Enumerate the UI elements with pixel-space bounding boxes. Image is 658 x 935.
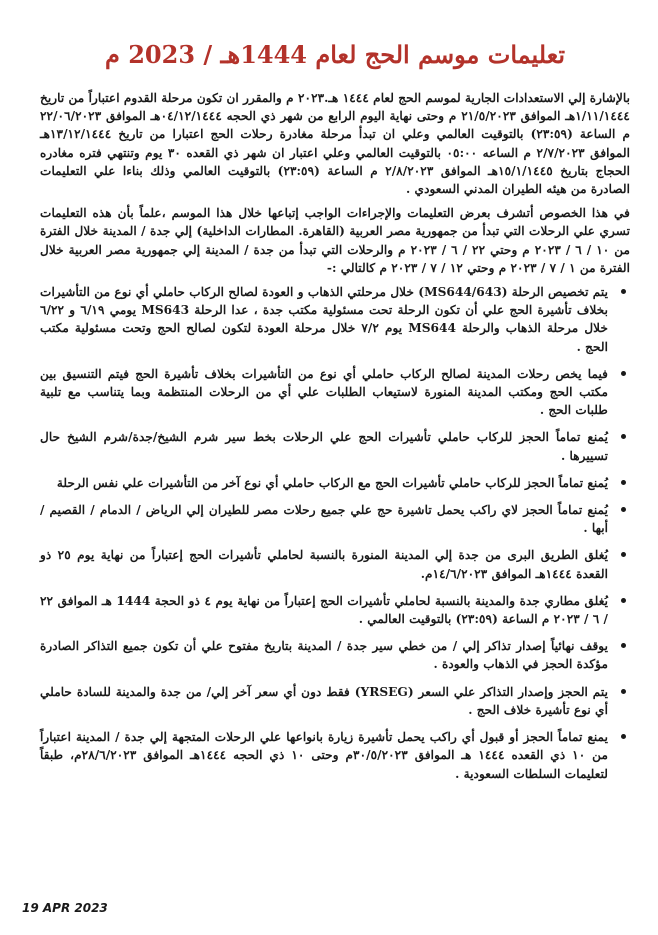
bullet-icon bbox=[621, 507, 626, 512]
intro-paragraph: بالإشارة إلي الاستعدادات الجارية لموسم الحج لعام ١٤٤٤ هـ.٢٠٢٣ م والمقرر ان تكون مرحلة القدوم اعتباراً من تاريخ ١/١١/١٤٤٤هـ الموافق ٢١/٥/٢٠٢٣ م وحتى نهاية اليوم الرابع من شهر ذي الحجه ٠٤/١٢/١٤٤٤هـ الموافق ٢٢/٠٦/٢٠٢٣ م الساعة (٢٣:٥٩) بالتوقيت العالمي وعلي ان تبدأ مرحلة مغادرة رحلات الحج اعتبارا من تاريخ ١٣/١٢/١٤٤٤هـ الموافق ٢/٧/٢٠٢٣ م الساعه ٠٥:٠٠ بالتوقيت العالمي وعلي اعتبار ان شهر ذي القعده ٣٠ يوم وتنتهي فتره مغادره الحجاج بتاريخ ١٥/١/١٤٤٥هـ الموافق ٢/٨/٢٠٢٣ م الساعة (٢٣:٥٩) بالتوقيت العالمي وذلك بناءا علي التعليمات الصادرة من هيئه الطيران المدني السعودي . bbox=[40, 91, 630, 197]
list-item-text: يوقف نهائياً إصدار تذاكر إلي / من خطي سير جدة / المدينة بتاريخ مفتوح علي أن تكون جميع التذاكر الصادرة مؤكدة الحجز في الذهاب والعودة . bbox=[40, 639, 608, 672]
bullet-icon bbox=[621, 689, 626, 694]
list-item bbox=[40, 474, 608, 492]
list-item-text: فيما يخص رحلات المدينة لصالح الركاب حاملي أي نوع من التأشيرات بخلاف تأشيرة الحج فيتم التنسيق بين مكتب الحج ومكتب المدينة المنورة لاستيعاب الطلبات علي أي من الرحلات المنتظمة وبما يتناسب مع تلبية طلبات الحج . bbox=[40, 366, 608, 418]
list-item-text: يتم تخصيص الرحلة (MS644/643) خلال مرحلتي الذهاب و العودة لصالح الركاب حاملي أي نوع من التأشيرات بخلاف تأشيرة الحج علي أن تكون الرحلة تحت مسئولية مكتب جدة ، عدا الرحلة MS643 يومي ٦/١٩ و ٦/٢٢ خلال مرحلة الذهاب والرحلة MS644 يوم ٧/٢ خلال مرحلة العودة لتكون لصالح الحج وتحت مسئولية مكتب الحج . bbox=[40, 285, 608, 354]
list-item bbox=[40, 637, 608, 673]
document-date: 19 APR 2023 bbox=[22, 901, 108, 915]
bullet-icon bbox=[621, 289, 626, 294]
list-item-text: يُغلق مطاري جدة والمدينة بالنسبة لحاملي تأشيرات الحج إعتباراً من نهاية يوم ٤ ذو الحجة 1444 هـ الموافق ٢٢ / ٦ / ٢٠٢٣ م الساعة (٢٣:٥٩) بالتوقيت العالمي . bbox=[40, 593, 608, 627]
list-item-text: يتم الحجز وإصدار التذاكر علي السعر (YRSEG) فقط دون أي سعر آخر إلي/ من جدة والمدينة للسادة حاملي أي نوع تأشيرة خلاف الحج . bbox=[40, 684, 608, 717]
bullet-icon bbox=[621, 434, 626, 439]
list-item-text: يُمنع تماماً الحجز للركاب حاملي تأشيرات الحج مع الركاب حاملي أي نوع آخر من التأشيرات علي نفس الرحلة bbox=[56, 475, 608, 490]
page-title: تعليمات موسم الحج لعام 1444هـ / 2023 م bbox=[105, 40, 565, 69]
list-item bbox=[40, 283, 608, 356]
list-item bbox=[40, 501, 608, 537]
instructions-list bbox=[40, 283, 630, 783]
list-item bbox=[40, 428, 608, 464]
bullet-icon bbox=[621, 552, 626, 557]
bullet-icon bbox=[621, 734, 626, 739]
list-item bbox=[40, 728, 608, 783]
list-item-text: يُمنع تماماً الحجز للركاب حاملي تأشيرات الحج علي الرحلات بخط سير شرم الشيخ/جدة/شرم الشيخ حال تسييرها . bbox=[40, 430, 608, 463]
bullet-icon bbox=[621, 480, 626, 485]
list-item-text: يُمنع تماماً الحجز لاي راكب يحمل تاشيرة حج علي جميع رحلات مصر للطيران إلي الرياض / الدمام / القصيم / أبها . bbox=[40, 503, 608, 536]
bullet-icon bbox=[621, 643, 626, 648]
list-item bbox=[40, 592, 608, 628]
list-item-text: يُغلق الطريق البرى من جدة إلي المدينة المنورة بالنسبة لحاملي تأشيرات الحج إعتباراً من نهاية يوم ٢٥ ذو القعدة ١٤٤٤هـ الموافق ١٤/٦/٢٠٢٣م. bbox=[40, 548, 608, 581]
list-item-text: يمنع تماماً الحجز أو قبول أي راكب يحمل تأشيرة زيارة بانواعها علي الرحلات المتجهة إلي جدة / المدينة اعتباراً من ١٠ ذي القعده ١٤٤٤ هـ الموافق ٣٠/٥/٢٠٢٣م وحتى ١٠ ذي الحجه ١٤٤٤هـ الموافق ٢٨/٦/٢٠٢٣م، طبقاً لتعليمات السلطات السعودية . bbox=[40, 730, 608, 781]
list-item bbox=[40, 683, 608, 719]
bullet-icon bbox=[621, 598, 626, 603]
instructions-paragraph: في هذا الخصوص أتشرف بعرض التعليمات والإجراءات الواجب إتباعها خلال هذا الموسم ،علماً بأن هذه التعليمات تسري علي الرحلات التي تبدأ من جمهورية مصر العربية (القاهرة. المطارات الداخلية) إلي جدة / المدينة خلال الفترة من ١٠ / ٦ / ٢٠٢٣ م وحتي ٢٢ / ٦ / ٢٠٢٣ م والرحلات التي تبدأ من جدة / المدينة إلي جمهورية مصر العربية خلال الفترة من ١ / ٧ / ٢٠٢٣ م وحتي ١٢ / ٧ / ٢٠٢٣ م كالتالي :- bbox=[40, 206, 631, 275]
list-item bbox=[40, 546, 608, 582]
list-item bbox=[40, 365, 608, 420]
bullet-icon bbox=[621, 371, 626, 376]
